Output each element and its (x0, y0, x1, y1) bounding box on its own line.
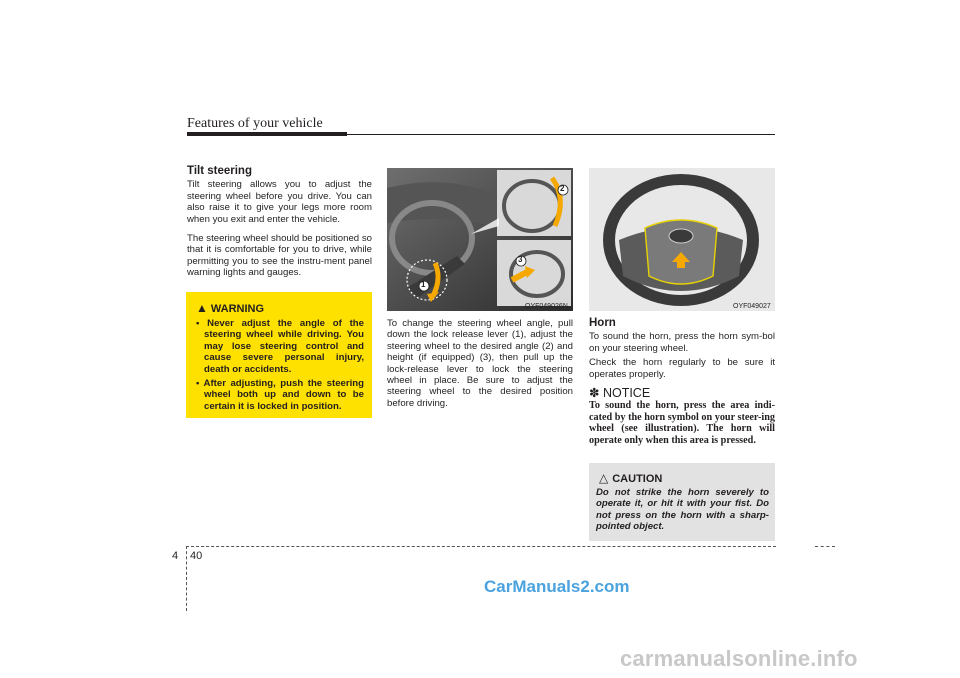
footer-vertical-rule (186, 546, 187, 611)
caution-title (599, 471, 662, 485)
callout-1: 1 (421, 280, 426, 289)
warning-triangle-icon: ▲ (196, 301, 208, 315)
tilt-steering-paragraph-1: Tilt steering allows you to adjust the steering wheel before you drive. You can also raise it to give your legs more room when you exit and enter the vehicle. (187, 179, 372, 225)
horn-paragraph-1: To sound the horn, press the horn sym-bol on your steering wheel. (589, 331, 775, 354)
watermark-site: carmanualsonline.info (620, 646, 858, 671)
footer-rule-tail (815, 546, 835, 547)
caution-box (589, 463, 775, 541)
adjust-paragraph: To change the steering wheel angle, pull down the lock release lever (1), adjust the steering wheel to the desired angle (2) and height (if equipped) (3), then pull up the lock-release lever to lock the steering wheel in place. Be sure to adjust the steering wheel to the desired position before driving. (387, 318, 573, 409)
page-chapter: 4 (172, 550, 179, 562)
horn-section (589, 318, 775, 446)
notice-title: ✽ NOTICE (589, 386, 651, 401)
warning-title (196, 301, 264, 315)
steering-tilt-illustration (387, 168, 573, 311)
caution-triangle-icon: △ (599, 471, 609, 485)
figure-2-caption: OYF049027 (733, 303, 771, 310)
callout-2: 2 (560, 184, 565, 193)
page-header-title: Features of your vehicle (187, 116, 323, 131)
warning-item-2-text: After adjusting, push the steering wheel both up and down to be certain it is locked in position. (203, 378, 365, 412)
warning-item-1: • Never adjust the angle of the steering wheel while driving. You may lose steering control and cause severe personal injury, death or accidents. (196, 318, 364, 375)
notice-body: To sound the horn, press the area indi-cated by the horn symbol on your steer-ing wheel (see illustration). The horn will operate only when this area is pressed. (589, 400, 775, 446)
tilt-steering-heading: Tilt steering (187, 165, 252, 177)
tilt-steering-section (187, 166, 372, 287)
warning-item-2: • After adjusting, push the steering wheel both up and down to be certain it is locked in position. (196, 378, 365, 412)
steering-tilt-image (387, 168, 573, 311)
header-rule-accent (187, 132, 347, 136)
warning-list (192, 318, 364, 415)
warning-title-text: WARNING (210, 303, 265, 315)
callout-3: 3 (518, 255, 523, 264)
horn-paragraph-2: Check the horn regularly to be sure it operates properly. (589, 357, 775, 380)
caution-title-text: CAUTION (612, 473, 663, 485)
warning-item-1-text: Never adjust the angle of the steering wheel while driving. You may lose steering control and cause severe personal injury, death or accidents. (204, 318, 364, 375)
steering-wheel-horn-image (589, 168, 775, 311)
footer-rule (186, 546, 776, 547)
adjust-instructions (387, 318, 573, 417)
page-number: 40 (190, 550, 203, 562)
figure-1-caption: OYF049026N (525, 303, 568, 310)
watermark-link[interactable]: CarManuals2.com (484, 577, 630, 596)
warning-box (186, 292, 372, 418)
horn-illustration (589, 168, 775, 311)
horn-heading: Horn (589, 317, 616, 329)
caution-body: Do not strike the horn severely to operate it, or hit it with your fist. Do not press on the horn with a sharp-pointed object. (596, 487, 769, 533)
tilt-steering-paragraph-2: The steering wheel should be positioned so that it is comfortable for you to drive, while permitting you to see the instru-ment panel warning lights and gauges. (187, 233, 372, 279)
